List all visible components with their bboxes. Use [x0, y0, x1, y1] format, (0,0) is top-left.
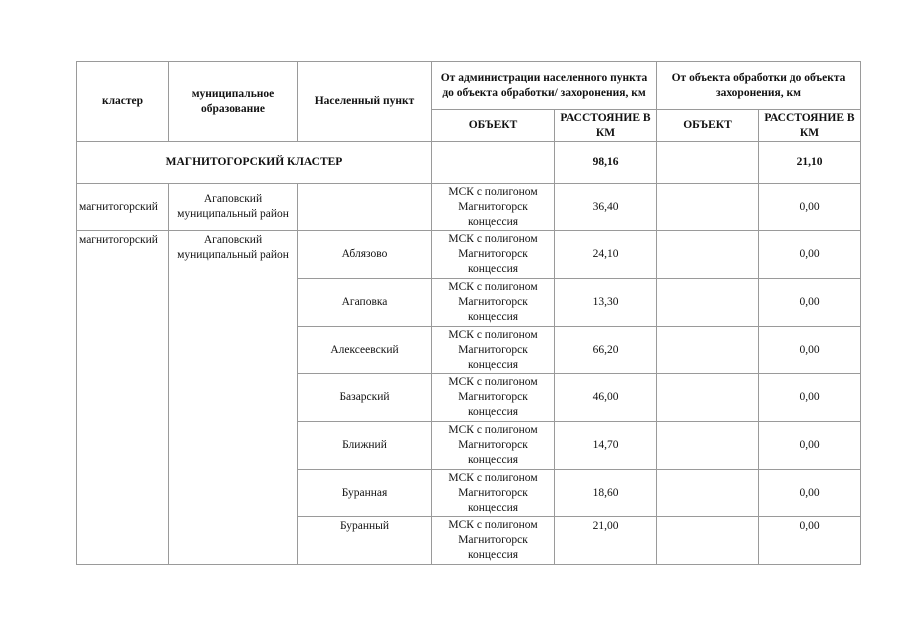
distance-cell: 46,00 — [555, 374, 657, 422]
distance-cell: 66,20 — [555, 327, 657, 374]
cluster-name: МАГНИТОГОРСКИЙ КЛАСТЕР — [77, 142, 432, 184]
distance-table — [76, 61, 861, 565]
object-cell: МСК с полигоном Магнитогорск концессия — [432, 374, 555, 422]
distance-cell: 13,30 — [555, 279, 657, 327]
cluster-distance-1: 98,16 — [555, 142, 657, 184]
municipality-cell: Агаповский муниципальный район — [169, 231, 298, 565]
header-object-2: ОБЪЕКТ — [657, 110, 759, 142]
table-row — [77, 184, 861, 231]
header-object: ОБЪЕКТ — [432, 110, 555, 142]
settlement-cell — [298, 184, 432, 231]
settlement-cell: Ближний — [298, 422, 432, 470]
object-2-cell — [657, 279, 759, 327]
object-2-cell — [657, 231, 759, 279]
object-cell: МСК с полигоном Магнитогорск концессия — [432, 279, 555, 327]
distance-2-cell: 0,00 — [759, 184, 861, 231]
cluster-cell: магнитогорский — [77, 184, 169, 231]
cluster-cell: магнитогорский — [77, 231, 169, 565]
distance-cell: 14,70 — [555, 422, 657, 470]
header-from-processing: От объекта обработки до объекта захоронения, км — [657, 62, 861, 110]
header-distance: РАССТОЯНИЕ В КМ — [555, 110, 657, 142]
object-cell: МСК с полигоном Магнитогорск концессия — [432, 184, 555, 231]
settlement-cell: Буранный — [298, 517, 432, 565]
distance-2-cell: 0,00 — [759, 517, 861, 565]
distance-2-cell: 0,00 — [759, 327, 861, 374]
distance-2-cell: 0,00 — [759, 279, 861, 327]
object-2-cell — [657, 327, 759, 374]
table-row — [77, 231, 861, 279]
settlement-cell: Агаповка — [298, 279, 432, 327]
distance-cell: 36,40 — [555, 184, 657, 231]
header-distance-2: РАССТОЯНИЕ В КМ — [759, 110, 861, 142]
distance-2-cell: 0,00 — [759, 374, 861, 422]
object-cell: МСК с полигоном Магнитогорск концессия — [432, 422, 555, 470]
settlement-cell: Базарский — [298, 374, 432, 422]
distance-cell: 21,00 — [555, 517, 657, 565]
cluster-total-row — [77, 142, 861, 184]
object-2-cell — [657, 184, 759, 231]
object-cell: МСК с полигоном Магнитогорск концессия — [432, 517, 555, 565]
object-cell: МСК с полигоном Магнитогорск концессия — [432, 327, 555, 374]
object-cell: МСК с полигоном Магнитогорск концессия — [432, 470, 555, 517]
distance-2-cell: 0,00 — [759, 470, 861, 517]
header-row-1 — [77, 62, 861, 110]
header-settlement: Населенный пункт — [298, 62, 432, 142]
header-cluster: кластер — [77, 62, 169, 142]
distance-2-cell: 0,00 — [759, 422, 861, 470]
distance-cell: 18,60 — [555, 470, 657, 517]
settlement-cell: Аблязово — [298, 231, 432, 279]
object-2-cell — [657, 374, 759, 422]
municipality-cell: Агаповский муниципальный район — [169, 184, 298, 231]
distance-cell: 24,10 — [555, 231, 657, 279]
cluster-object-2 — [657, 142, 759, 184]
object-2-cell — [657, 517, 759, 565]
cluster-distance-2: 21,10 — [759, 142, 861, 184]
settlement-cell: Буранная — [298, 470, 432, 517]
object-2-cell — [657, 422, 759, 470]
cluster-object — [432, 142, 555, 184]
header-from-admin: От администрации населенного пункта до объекта обработки/ захоронения, км — [432, 62, 657, 110]
distance-2-cell: 0,00 — [759, 231, 861, 279]
header-municipality: муниципальное образование — [169, 62, 298, 142]
object-cell: МСК с полигоном Магнитогорск концессия — [432, 231, 555, 279]
settlement-cell: Алексеевский — [298, 327, 432, 374]
object-2-cell — [657, 470, 759, 517]
